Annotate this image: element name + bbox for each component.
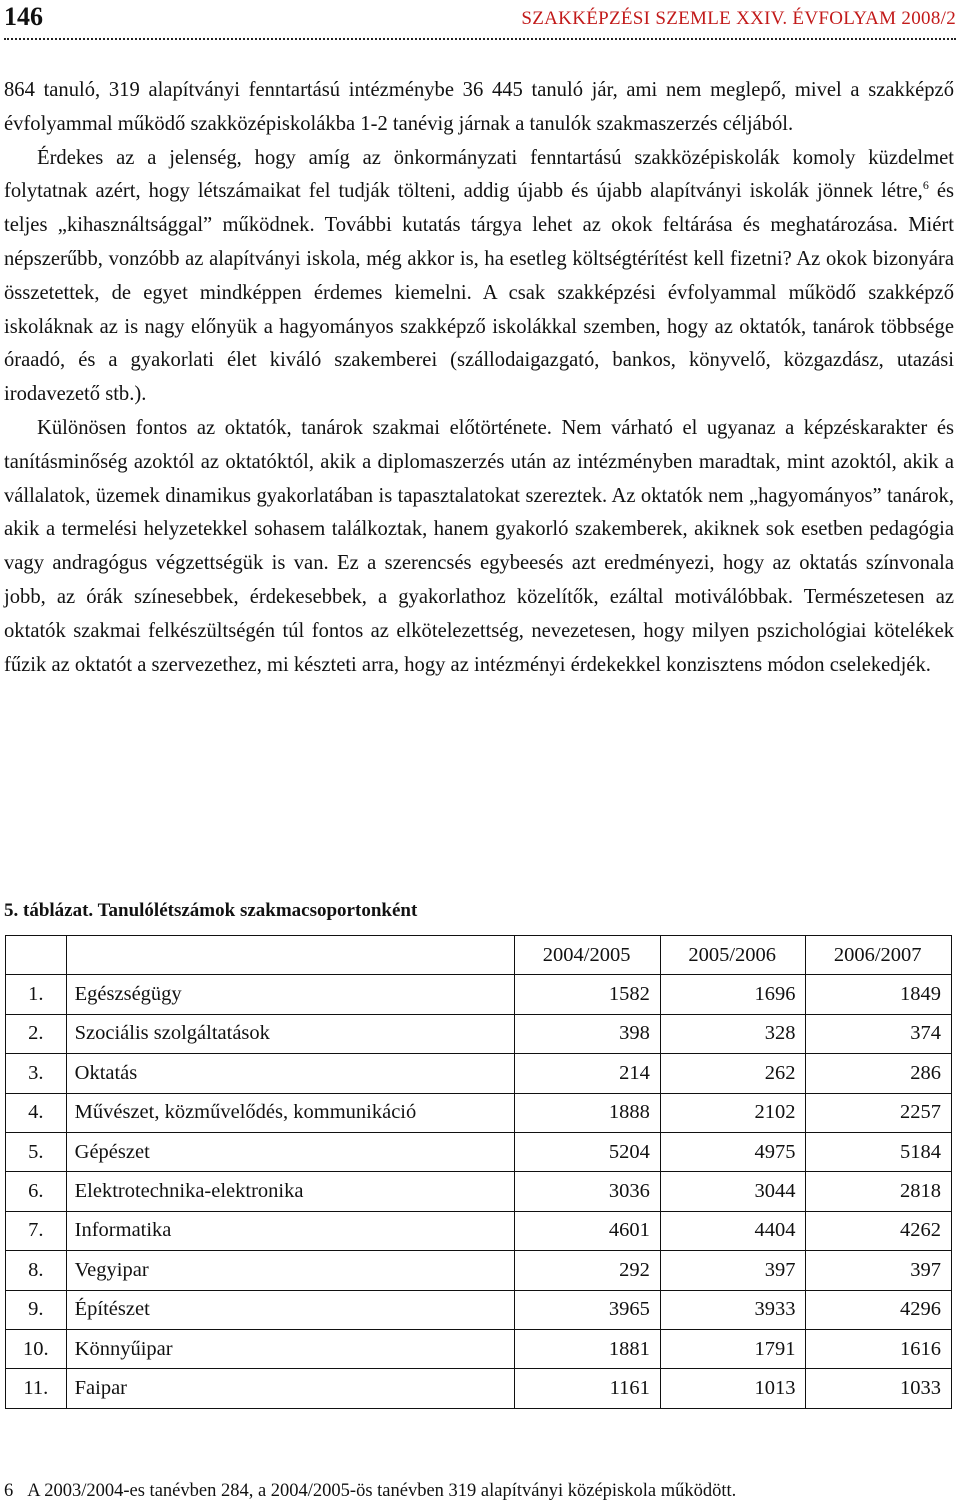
paragraph-2-part-2: és teljes „kihasználtsággal” működnek. További kutatás tárgya lehet az okok feltárása és meghatározása. Miért népszerűbb, vonzóbb az alapítványi iskola, még akkor is, ha esetleg költségtérítést kell fizetni? Az okok bizonyára összetettek, de egyet mindképpen érdemes kiemelni. A csak szakképzési évfolyammal működő szakképző iskoláknak az is nagy előnyük a hagyományos szakképző iskolákkal szemben, hogy az oktatók, tanárok többsége óraadó, és a gyakorlati élet kiváló szakemberei (szállodaigazgató, bankos, könyvelő, közgazdász, utazási irodavezető stb.).	[4, 180, 954, 406]
paragraph-2	[4, 142, 954, 412]
value-cell: 3933	[660, 1290, 806, 1329]
row-label: Faipar	[66, 1369, 515, 1408]
value-cell: 3044	[660, 1172, 806, 1211]
row-number: 1.	[6, 975, 67, 1014]
table-row	[6, 975, 952, 1014]
page-number: 146	[4, 2, 43, 31]
value-cell: 3965	[515, 1290, 661, 1329]
value-cell: 4262	[806, 1211, 952, 1250]
value-cell: 286	[806, 1054, 952, 1093]
table-row	[6, 1369, 952, 1408]
header-cell-empty	[6, 936, 67, 975]
row-label: Informatika	[66, 1211, 515, 1250]
article-body	[4, 74, 954, 682]
value-cell: 1849	[806, 975, 952, 1014]
table-caption: 5. táblázat. Tanulólétszámok szakmacsoportonként	[4, 900, 418, 921]
row-number: 7.	[6, 1211, 67, 1250]
table-header-row	[6, 936, 952, 975]
row-number: 10.	[6, 1329, 67, 1368]
value-cell: 1033	[806, 1369, 952, 1408]
table-row	[6, 1054, 952, 1093]
row-label: Gépészet	[66, 1132, 515, 1171]
page-header	[4, 0, 956, 40]
value-cell: 1616	[806, 1329, 952, 1368]
table-row	[6, 1093, 952, 1132]
value-cell: 397	[806, 1251, 952, 1290]
value-cell: 3036	[515, 1172, 661, 1211]
value-cell: 2818	[806, 1172, 952, 1211]
value-cell: 2257	[806, 1093, 952, 1132]
column-header: 2005/2006	[660, 936, 806, 975]
value-cell: 4296	[806, 1290, 952, 1329]
row-label: Egészségügy	[66, 975, 515, 1014]
row-number: 8.	[6, 1251, 67, 1290]
value-cell: 1161	[515, 1369, 661, 1408]
paragraph-2-part-1: Érdekes az a jelenség, hogy amíg az önkormányzati fenntartású szakközépiskolák komoly küzdelmet folytatnak azért, hogy létszámaikat fel tudják tölteni, addig újabb és újabb alapítványi iskolák jönnek létre,	[4, 146, 954, 203]
running-head: SZAKKÉPZÉSI SZEMLE XXIV. ÉVFOLYAM 2008/2	[521, 8, 956, 29]
value-cell: 5184	[806, 1132, 952, 1171]
value-cell: 214	[515, 1054, 661, 1093]
value-cell: 1013	[660, 1369, 806, 1408]
paragraph-3: Különösen fontos az oktatók, tanárok szakmai előtörténete. Nem várható el ugyanaz a képzéskarakter és tanításminőség azoktól az oktatóktól, akik a diplomaszerzés után az intézményben maradtak, mint azoktól, akik a vállalatok, üzemek dinamikus gyakorlatában is tapasztalatokat szereztek. Az oktatók nem „hagyományos” tanárok, akik a termelési helyzetekkel sohasem találkoztak, hanem gyakorló szakemberek, akiknek sok esetben pedagógia vagy andragógus végzettségük is van. Ez a szerencsés egybeesés azt eredményezi, hogy az oktatás színvonala jobb, az órák színesebbek, érdekesebbek, a gyakorlathoz közelítők, ezáltal motiválóbbak. Természetesen az oktatók szakmai felkészültségén túl fontos az elkötelezettség, nevezetesen, hogy milyen pszichológiai kötelékek fűzik az oktatót a szervezethez, mi készteti arra, hogy az intézményi érdekekkel konzisztens módon cselekedjék.	[4, 416, 954, 676]
row-label: Szociális szolgáltatások	[66, 1014, 515, 1053]
value-cell: 1582	[515, 975, 661, 1014]
value-cell: 398	[515, 1014, 661, 1053]
value-cell: 1791	[660, 1329, 806, 1368]
row-number: 9.	[6, 1290, 67, 1329]
value-cell: 4975	[660, 1132, 806, 1171]
row-label: Könnyűipar	[66, 1329, 515, 1368]
value-cell: 5204	[515, 1132, 661, 1171]
table-row	[6, 1290, 952, 1329]
row-number: 5.	[6, 1132, 67, 1171]
footnote-mark: 6	[4, 1481, 14, 1501]
row-label: Vegyipar	[66, 1251, 515, 1290]
row-number: 6.	[6, 1172, 67, 1211]
row-label: Elektrotechnika-elektronika	[66, 1172, 515, 1211]
table-row	[6, 1014, 952, 1053]
value-cell: 2102	[660, 1093, 806, 1132]
table-row	[6, 1211, 952, 1250]
value-cell: 1696	[660, 975, 806, 1014]
footnote	[4, 1481, 954, 1502]
table-row	[6, 1132, 952, 1171]
column-header: 2006/2007	[806, 936, 952, 975]
table-row	[6, 1251, 952, 1290]
footnote-text: A 2003/2004-es tanévben 284, a 2004/2005-ös tanévben 319 alapítványi középiskola működött.	[27, 1481, 737, 1501]
row-number: 11.	[6, 1369, 67, 1408]
table-row	[6, 1329, 952, 1368]
value-cell: 397	[660, 1251, 806, 1290]
paragraph-1: 864 tanuló, 319 alapítványi fenntartású intézménybe 36 445 tanuló jár, ami nem meglepő, mivel a szakképző évfolyammal működő szakközépiskolákba 1-2 tanévig járnak a tanulók szakmaszerzés céljából.	[4, 79, 954, 135]
value-cell: 1881	[515, 1329, 661, 1368]
value-cell: 374	[806, 1014, 952, 1053]
row-number: 2.	[6, 1014, 67, 1053]
data-table	[5, 935, 952, 1409]
row-label: Művészet, közművelődés, kommunikáció	[66, 1093, 515, 1132]
row-number: 3.	[6, 1054, 67, 1093]
column-header: 2004/2005	[515, 936, 661, 975]
header-cell-empty	[66, 936, 515, 975]
footnote-reference[interactable]: 6	[922, 178, 929, 193]
value-cell: 292	[515, 1251, 661, 1290]
value-cell: 262	[660, 1054, 806, 1093]
row-label: Építészet	[66, 1290, 515, 1329]
value-cell: 4404	[660, 1211, 806, 1250]
value-cell: 4601	[515, 1211, 661, 1250]
value-cell: 1888	[515, 1093, 661, 1132]
row-label: Oktatás	[66, 1054, 515, 1093]
value-cell: 328	[660, 1014, 806, 1053]
row-number: 4.	[6, 1093, 67, 1132]
table-row	[6, 1172, 952, 1211]
